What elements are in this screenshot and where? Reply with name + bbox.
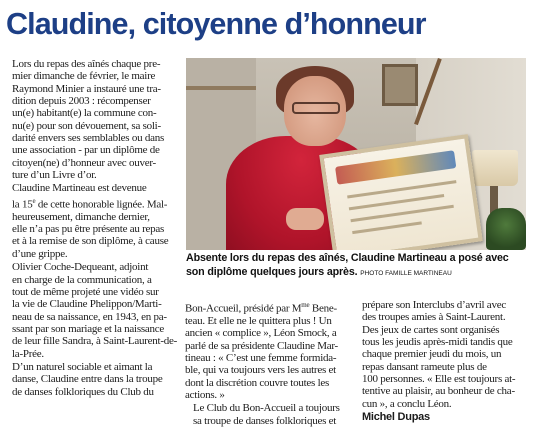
article-column-2: [185, 299, 359, 428]
photo-caption-line: Absente lors du repas des aînés, Claudine Martineau a posé: [186, 252, 483, 264]
article-line: tineau : « C’est une femme formida-: [185, 352, 337, 365]
article-line: Bon-Accueil, présidé par $M^{me}$ Bene-: [185, 301, 337, 315]
article-line: citoyen(ne) d’honneur avec ouver-: [12, 156, 156, 169]
article-paragraph: [4, 58, 176, 181]
photo-credit: PHOTO FAMILLE MARTINEAU: [360, 270, 452, 277]
article-photo: [186, 58, 526, 250]
article-line: teau. Et elle ne le quittera plus ! Un: [185, 315, 332, 327]
article-line: la vie de Claudine Phelippon/Marti-: [12, 298, 162, 311]
article-line: ble, qui va toujours vers les autres et: [185, 364, 336, 377]
article-line: danse, Claudine entre dans la troupe: [12, 373, 163, 386]
article-paragraph: [4, 361, 176, 398]
article-headline: Claudine, citoyenne d’honneur: [6, 7, 426, 41]
article-line: cun », a conclu Léon.: [362, 397, 452, 410]
article-line: neau de sa naissance, en 1943, en pa-: [12, 310, 167, 323]
article-line: nu(e) pour son dévouement, sa soli-: [12, 119, 161, 132]
article-line: des troupes amies à Saint-Laurent.: [362, 311, 506, 324]
article-byline: Michel Dupas: [362, 411, 430, 424]
article-line: 100 personnes. « Elle est toujours at-: [362, 373, 516, 386]
photo-lamp-shade: [472, 150, 518, 186]
article-line: dont la discrétion couvre toutes les: [185, 376, 330, 389]
article-line: Le Club du Bon-Accueil a toujours: [193, 402, 340, 415]
article-line: ture d’un Livre d’or.: [12, 169, 97, 182]
article-line: sa troupe de danses folkloriques et: [193, 414, 337, 427]
article-line: Des jeux de cartes sont organisés: [362, 323, 500, 336]
photo-diploma: [319, 134, 483, 250]
article-line: darité envers ses semblables ou dans: [12, 132, 164, 145]
photo-caption-line: avec son diplôme quelques jours après.: [186, 252, 509, 278]
article-line: en charge de la communication, a: [12, 273, 152, 286]
article-line: Olivier Coche-Dequeant, adjoint: [12, 261, 149, 274]
article-paragraph: [185, 402, 359, 427]
photo-woman-glasses: [292, 102, 340, 114]
article-line: la-Prée.: [12, 347, 44, 360]
article-line: un(e) habitant(e) la commune con-: [12, 107, 157, 120]
article-line: et à la remise de son diplôme, à cause: [12, 235, 169, 248]
photo-shelf: [186, 86, 256, 90]
article-line: ssant par son mariage et la naissance: [12, 322, 165, 335]
article-line: d’une grippe.: [12, 247, 68, 260]
article-line: Claudine Martineau est devenue: [12, 182, 147, 195]
photo-plant: [486, 208, 526, 250]
article-line: tentive au plaisir, au bonheur de cha-: [362, 385, 515, 398]
article-column-1: [4, 58, 176, 399]
article-line: une association - par un diplôme de: [12, 144, 160, 157]
article-line: mier dimanche de février, le maire: [12, 70, 156, 83]
article-paragraph: [4, 261, 176, 360]
photo-woman-hand: [286, 208, 324, 230]
article-line: D’un naturel sociable et aimant la: [12, 360, 153, 373]
article-line: chaque premier jeudi du mois, un: [362, 348, 502, 361]
article-line: tous les jeudis après-midi tandis que: [362, 336, 513, 349]
article-line: ancien « complice », Léon Smock, a: [185, 327, 337, 340]
article-paragraph: [185, 299, 359, 401]
photo-caption: [186, 251, 528, 281]
photo-wall-frame: [382, 64, 418, 106]
article-line: elle n’a pas pu être présente au repas: [12, 223, 165, 236]
article-line: parlé de sa présidente Claudine Mar-: [185, 339, 338, 352]
article-line: de danses folkloriques du Club du: [12, 385, 154, 398]
article-line: heureusement, dimanche dernier,: [12, 210, 150, 223]
article-line: actions. »: [185, 389, 225, 402]
article-paragraph: [362, 299, 530, 410]
article-line: Lors du repas des aînés chaque pre-: [12, 58, 161, 70]
article-paragraph: [4, 182, 176, 260]
article-line: dition depuis 2003 : récompenser: [12, 95, 151, 108]
article-column-3: [362, 299, 530, 423]
article-line: tout de même projeté une vidéo sur: [12, 285, 159, 298]
article-line: la 15e de cette honorable lignée. Mal-: [12, 196, 168, 211]
article-line: Raymond Minier a instauré une tra-: [12, 82, 161, 95]
article-line: de leur fille Sandra, à Saint-Laurent-de-: [12, 335, 178, 348]
article-line: prépare son Interclubs d’avril avec: [362, 299, 506, 311]
article-line: repas dansant rameute plus de: [362, 360, 487, 373]
